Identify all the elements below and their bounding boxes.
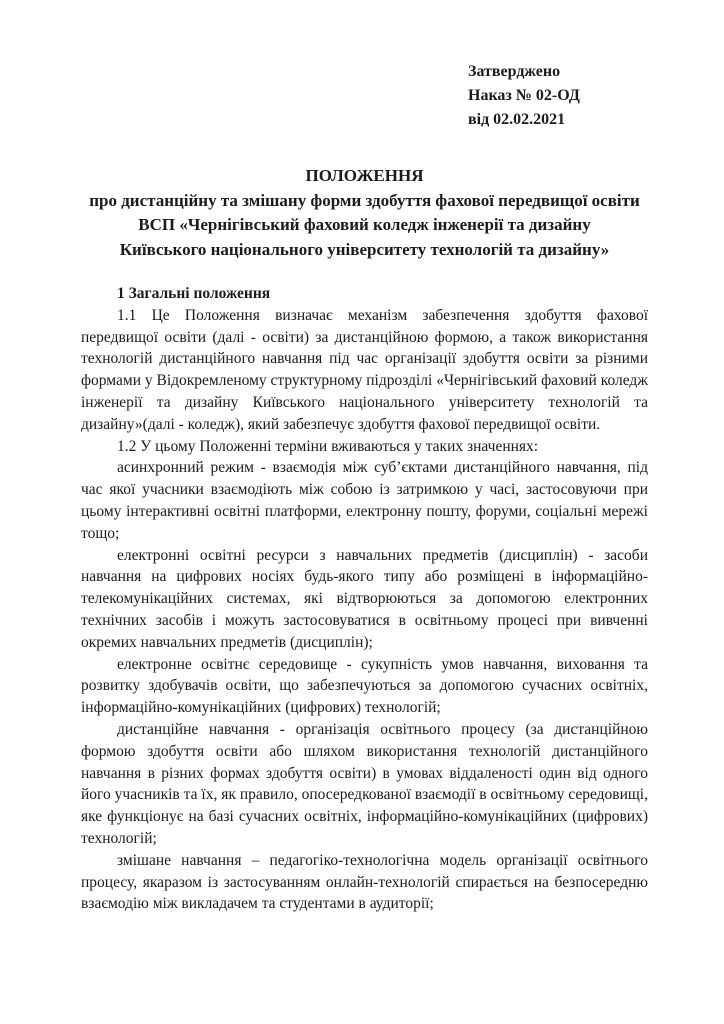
title-line-university: Київського національного університету технологій та дизайну» xyxy=(119,239,610,259)
paragraph-term-async-mode: асинхронний режим - взаємодія між суб’єктами дистанційного навчання, під час якої учасники взаємодіють між собою із затримкою у часі, застосовуючи при цьому інтерактивні освітні платформи, електронну пошту, форуми, соціальні мережі тощо; xyxy=(81,459,648,542)
approval-line: Затверджено xyxy=(468,63,561,80)
document-title xyxy=(81,164,648,262)
paragraph-term-blended-learning: змішане навчання – педагогіко-технологічна модель організації освітнього процесу, якаразом із застосуванням онлайн-технологій спирається на безпосередню взаємодію між викладачем та студентами в аудиторії; xyxy=(81,851,648,913)
paragraph-term-distance-learning: дистанційне навчання - організація освітнього процесу (за дистанційною формою здобуття освіти або шляхом використання технологій дистанційного навчання в різних формах здобуття освіти) в умовах віддаленості один від одного його учасників та їх, як правило, опосередкованої взаємодії в освітньому середовищі, яке функціонує на базі сучасних освітніх, інформаційно-комунікаційних (цифрових) технологій; xyxy=(81,720,648,847)
approval-date: від 02.02.2021 xyxy=(468,111,566,128)
document-body xyxy=(81,283,648,915)
title-line-main: ПОЛОЖЕННЯ xyxy=(305,166,424,185)
section-heading: 1 Загальні положення xyxy=(117,285,271,302)
paragraph-term-e-resources: електронні освітні ресурси з навчальних предметів (дисциплін) - засоби навчання на цифрових носіях будь-якого типу або розміщені в інформаційно-телекомунікаційних системах, які відтворюються за допомогою електронних технічних засобів і можуть застосовуватися в освітньому процесі при вивченні окремих навчальних предметів (дисциплін); xyxy=(81,546,648,651)
title-line-college: ВСП «Чернігівський фаховий коледж інженерії та дизайну xyxy=(138,215,591,234)
title-line-subtitle: про дистанційну та змішану форми здобуття фахової передвищої освіти xyxy=(89,190,640,210)
paragraph-1-2: 1.2 У цьому Положенні терміни вживаються у таких значеннях: xyxy=(117,437,539,455)
paragraph-term-e-environment: електронне освітнє середовище - сукупність умов навчання, виховання та розвитку здобувачів освіти, що забезпечуються за допомогою сучасних освітніх, інформаційно-комунікаційних (цифрових) технологій; xyxy=(81,655,648,717)
paragraph-1-1: 1.1 Це Положення визначає механізм забезпечення здобуття фахової передвищої освіти (далі - освіти) за дистанційною формою, а також використання технологій дистанційного навчання під час організації здобуття освіти за різними формами у Відокремленому структурному підрозділі «Чернігівський фаховий коледж інженерії та дизайну Київського національного університету технологій та дизайну»(далі - коледж), який забезпечує здобуття фахової передвищої освіти. xyxy=(81,306,648,433)
approval-order-number: Наказ № 02-ОД xyxy=(468,87,580,104)
approval-block xyxy=(468,60,580,132)
